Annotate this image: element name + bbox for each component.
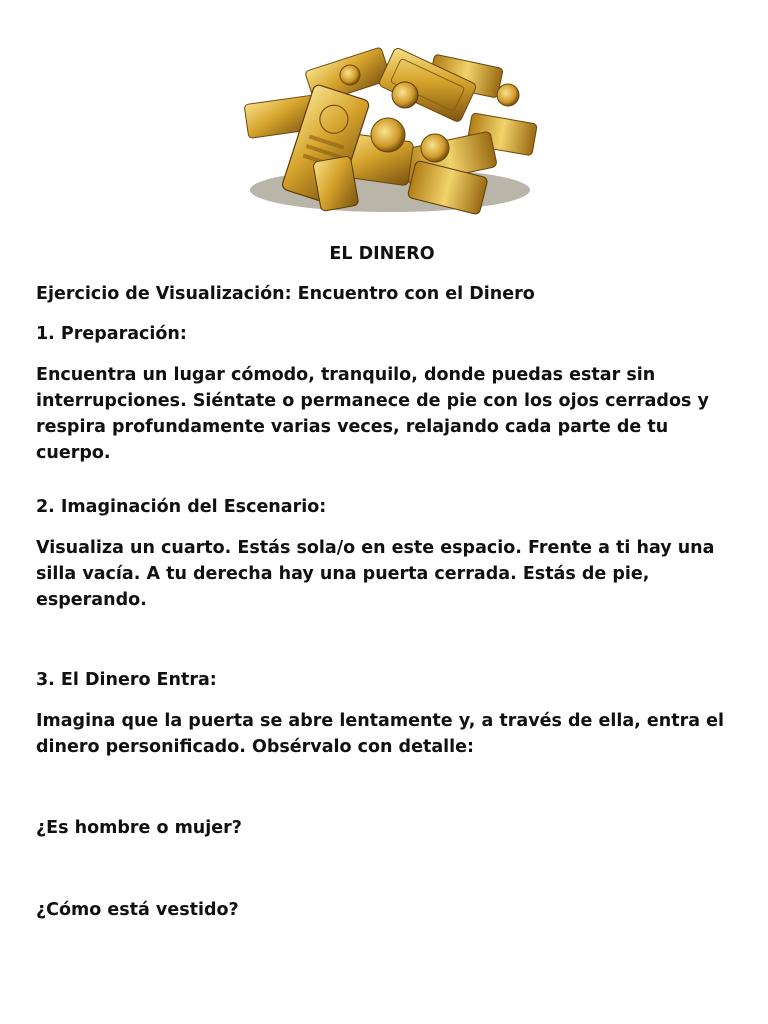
document-title: EL DINERO: [329, 244, 435, 264]
section-2-heading: 2. Imaginación del Escenario:: [36, 497, 327, 517]
section-1-heading: 1. Preparación:: [36, 324, 187, 344]
section-3-body: Imagina que la puerta se abre lentamente y, a través de ella, entra el dinero personificado. Obsérvalo con detalle:: [36, 711, 725, 757]
gold-bars-image: [240, 40, 540, 215]
gold-bars-illustration: [240, 40, 540, 215]
exercise-subtitle: Ejercicio de Visualización: Encuentro con el Dinero: [36, 284, 535, 304]
question-clothing: ¿Cómo está vestido?: [36, 900, 239, 920]
section-1-body: Encuentra un lugar cómodo, tranquilo, donde puedas estar sin interrupciones. Siéntate o permanece de pie con los ojos cerrados y respira profundamente varias veces, relajando cada parte de tu cuerpo.: [36, 365, 709, 463]
section-2-body: Visualiza un cuarto. Estás sola/o en este espacio. Frente a ti hay una silla vacía. A tu derecha hay una puerta cerrada. Estás de pie, esperando.: [36, 538, 715, 610]
question-gender: ¿Es hombre o mujer?: [36, 818, 242, 838]
section-3-heading: 3. El Dinero Entra:: [36, 670, 217, 690]
